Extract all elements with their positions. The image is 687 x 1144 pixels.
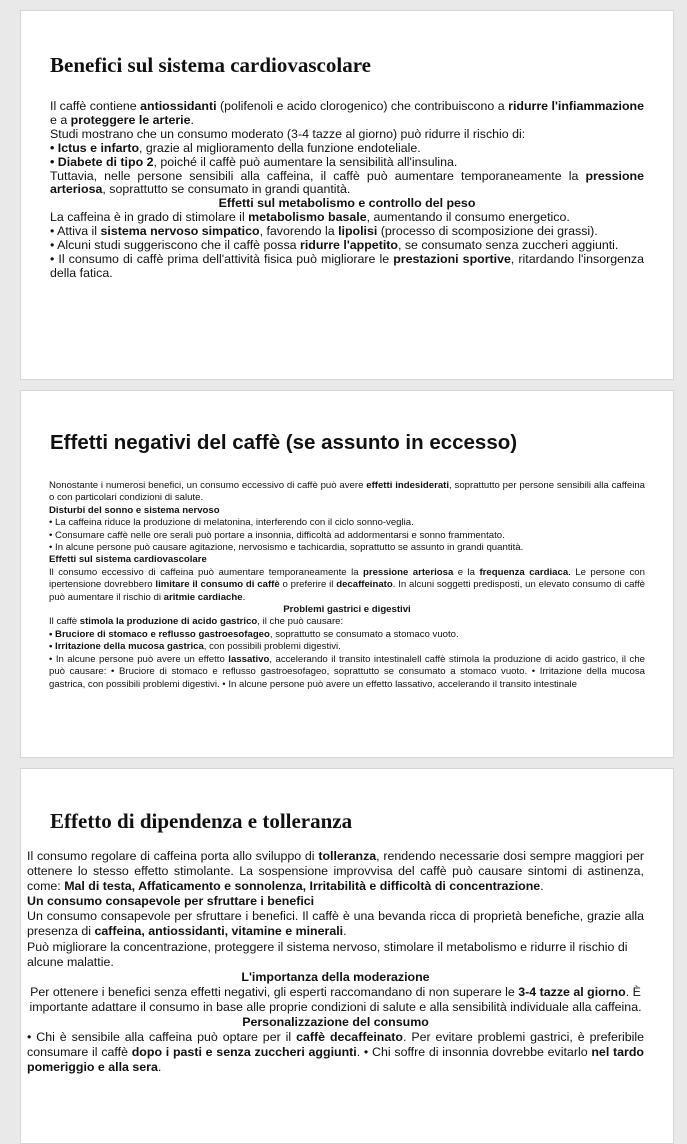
text: • In alcune persone può avere un effetto xyxy=(49,653,229,665)
bold-text: stimola la produzione di acido gastrico xyxy=(79,616,258,628)
bold-text: proteggere le arterie xyxy=(70,112,191,127)
bold-text: Effetti sul sistema cardiovascolare xyxy=(49,554,207,566)
bold-text: nel tardo pomeriggio e alla sera xyxy=(27,1045,644,1075)
text: • Chi è sensibile alla caffeina può optare per il xyxy=(27,1030,297,1045)
bullet-insomnia: • Consumare caffè nelle ore serali può portare a insonnia, difficoltà ad addormentarsi e sonno frammentato. xyxy=(49,529,505,541)
text: , grazie al miglioramento della funzione endoteliale. xyxy=(139,140,421,155)
text: e la xyxy=(453,566,480,578)
text: . Le persone con ipertensione dovrebbero xyxy=(49,566,645,591)
text: , poiché il caffè può aumentare la sensibilità all'insulina. xyxy=(153,154,458,169)
bullet-appetite xyxy=(50,239,644,253)
text: • Attiva il xyxy=(50,224,101,239)
bold-text: ridurre l'infiammazione xyxy=(508,99,644,113)
bold-text: • Diabete di tipo 2 xyxy=(50,154,154,169)
paragraph-cardio xyxy=(49,567,645,604)
text: La caffeina è in grado di stimolare il xyxy=(50,210,249,225)
paragraph-caution xyxy=(50,170,644,198)
bold-text: caffè decaffeinato xyxy=(296,1030,403,1045)
bold-text: frequenza cardiaca xyxy=(479,566,569,578)
bold-text: ridurre l'appetito xyxy=(300,238,398,253)
text: , se consumato senza zuccheri aggiunti. xyxy=(397,238,619,253)
paragraph-gastric xyxy=(49,616,645,628)
bold-text: limitare il consumo di caffè xyxy=(155,579,280,591)
bold-text: aritmie cardiache xyxy=(163,591,243,603)
bold-text: Disturbi del sonno e sistema nervoso xyxy=(49,504,220,516)
text: , aumentando il consumo energetico. xyxy=(366,210,570,225)
text: e a xyxy=(50,112,71,127)
text: Il consumo eccessivo di caffeina può aumentare temporaneamente la xyxy=(49,566,363,578)
text: . xyxy=(242,591,246,603)
text: Il caffè contiene xyxy=(50,99,141,113)
bold-text: pressione arteriosa xyxy=(362,566,454,578)
section-body-dependence xyxy=(27,849,644,1075)
text: . xyxy=(157,1060,162,1075)
text: , soprattutto per persone sensibili alla caffeina o con particolari condizioni di salute. xyxy=(49,480,645,504)
text: . xyxy=(190,112,194,127)
text: , ritardando l'insorgenza della fatica. xyxy=(50,251,644,280)
subheading-metabolism: Effetti sul metabolismo e controllo del peso xyxy=(218,196,476,211)
bold-text: decaffeinato xyxy=(336,579,393,591)
text: . xyxy=(343,924,347,939)
slide-card-negative-effects xyxy=(20,390,674,758)
text: , rendendo necessarie dosi sempre maggiori per ottenere lo stesso effetto stimolante. La sospensione improvvisa del caffè può causare sintomi di astinenza, come: xyxy=(27,849,644,894)
text: , il che può causare: xyxy=(257,616,344,628)
paragraph-metabolism xyxy=(50,211,644,225)
bold-text: tolleranza xyxy=(318,849,377,863)
subheading-cardio xyxy=(49,554,645,566)
text: . In alcuni soggetti predisposti, un elevato consumo di caffè può aumentare il rischio di xyxy=(49,579,646,603)
bullet-melatonin: • La caffeina riduce la produzione di melatonina, interferendo con il ciclo sonno-veglia. xyxy=(49,517,414,529)
text: (polifenoli e acido clorogenico) che contribuiscono a xyxy=(216,99,509,113)
paragraph-tolerance xyxy=(27,849,644,894)
bold-text: dopo i pasti e senza zuccheri aggiunti xyxy=(131,1045,357,1060)
section-body-negative xyxy=(49,480,645,691)
bullet-stroke xyxy=(50,142,644,156)
section-title-negative-effects: Effetti negativi del caffè (se assunto in eccesso) xyxy=(50,431,518,454)
text: , accelerando il transito intestinalell caffè stimola la produzione di acido gastrico, il che può causare: • Bruciore di stomaco e reflusso gastroesofageo, soprattutto se consumato a stomaco vuoto. • Irritazione della mucosa gastrica, con possibili problemi digestivi. • In alcune persone può avere un effetto lassativo, accelerando il transito intestinale xyxy=(49,653,645,690)
bold-text: • Bruciore di stomaco e reflusso gastroesofageo xyxy=(49,628,270,640)
text: , soprattutto se consumato in grandi quantità. xyxy=(102,182,351,197)
bold-text: pressione arteriosa xyxy=(50,168,644,197)
paragraph-moderation xyxy=(27,985,644,1015)
text: . xyxy=(540,879,544,894)
text: o preferire il xyxy=(279,579,337,591)
bold-text: antiossidanti xyxy=(140,99,217,113)
text: . È importante adattare il consumo in base alle proprie condizioni di salute e alla sensibilità individuale alla caffeina. xyxy=(29,984,642,1014)
paragraph-intro xyxy=(49,480,645,505)
text: , soprattutto se consumato a stomaco vuoto. xyxy=(269,628,459,640)
text: • Il consumo di caffè prima dell'attività fisica può migliorare le xyxy=(50,251,394,266)
bold-text: • Ictus e infarto xyxy=(50,140,140,155)
bold-text: caffeina, antiossidanti, vitamine e minerali xyxy=(94,924,344,939)
paragraph-antioxidants xyxy=(50,100,644,128)
subheading-conscious xyxy=(27,894,644,909)
bullet-sport xyxy=(50,253,644,281)
text: , con possibili problemi digestivi. xyxy=(203,641,341,653)
text: • Alcuni studi suggeriscono che il caffè possa xyxy=(50,238,301,253)
slide-card-dependence xyxy=(20,768,674,1144)
section-body-benefits xyxy=(50,100,644,281)
bullet-agitation: • In alcune persone può causare agitazione, nervosismo e tachicardia, soprattutto se assunto in grandi quantità. xyxy=(49,542,524,554)
bold-text: prestazioni sportive xyxy=(393,251,511,266)
text: Per ottenere i benefici senza effetti negativi, gli esperti raccomandano di non superare le xyxy=(30,984,519,999)
bullet-irritation xyxy=(49,641,645,653)
section-title-dependence: Effetto di dipendenza e tolleranza xyxy=(50,809,353,833)
text: Il caffè xyxy=(49,616,80,628)
bullet-diabetes xyxy=(50,156,644,170)
paragraph-studies: Studi mostrano che un consumo moderato (3-4 tazze al giorno) può ridurre il rischio di: xyxy=(50,126,526,141)
subheading-personalization: Personalizzazione del consumo xyxy=(242,1015,429,1030)
subheading-gastric: Problemi gastrici e digestivi xyxy=(283,604,411,616)
bold-text: 3-4 tazze al giorno xyxy=(518,984,626,999)
text: (processo di scomposizione dei grassi). xyxy=(377,224,598,239)
paragraph-benefits xyxy=(27,909,644,939)
bold-text: metabolismo basale xyxy=(248,210,367,225)
bullet-reflux xyxy=(49,629,645,641)
subheading-sleep xyxy=(49,505,645,517)
text: Nonostante i numerosi benefici, un consumo eccessivo di caffè può avere xyxy=(49,480,367,491)
slide-card-benefits xyxy=(20,10,674,380)
bold-text: lipolisi xyxy=(338,224,378,239)
text: Un consumo consapevole per sfruttare i benefici. Il caffè è una bevanda ricca di proprietà benefiche, grazie alla presenza di xyxy=(27,909,644,939)
text: . • Chi soffre di insonnia dovrebbe evitarlo xyxy=(356,1045,592,1060)
paragraph-personalization xyxy=(27,1030,644,1075)
bullet-laxative xyxy=(49,654,645,691)
text: Tuttavia, nelle persone sensibili alla caffeina, il caffè può aumentare temporaneamente la xyxy=(50,168,586,183)
bold-text: lassativo xyxy=(228,653,270,665)
text: , favorendo la xyxy=(259,224,339,239)
bullet-sympathetic xyxy=(50,225,644,239)
text: . Per evitare problemi gastrici, è preferibile consumare il caffè xyxy=(27,1030,644,1060)
subheading-moderation: L'importanza della moderazione xyxy=(241,969,430,984)
text: Il consumo regolare di caffeina porta allo sviluppo di xyxy=(27,849,319,863)
bold-text: Un consumo consapevole per sfruttare i benefici xyxy=(27,894,315,909)
bold-text: effetti indesiderati xyxy=(366,480,450,491)
paragraph-improve: Può migliorare la concentrazione, proteggere il sistema nervoso, stimolare il metabolismo e ridurre il rischio di alcune malattie. xyxy=(27,939,628,969)
bold-text: Mal di testa, Affaticamento e sonnolenza, Irritabilità e difficoltà di concentrazione xyxy=(64,879,541,894)
section-title-cardiovascular-benefits: Benefici sul sistema cardiovascolare xyxy=(50,53,371,77)
bold-text: sistema nervoso simpatico xyxy=(100,224,260,239)
bold-text: • Irritazione della mucosa gastrica xyxy=(49,641,204,653)
